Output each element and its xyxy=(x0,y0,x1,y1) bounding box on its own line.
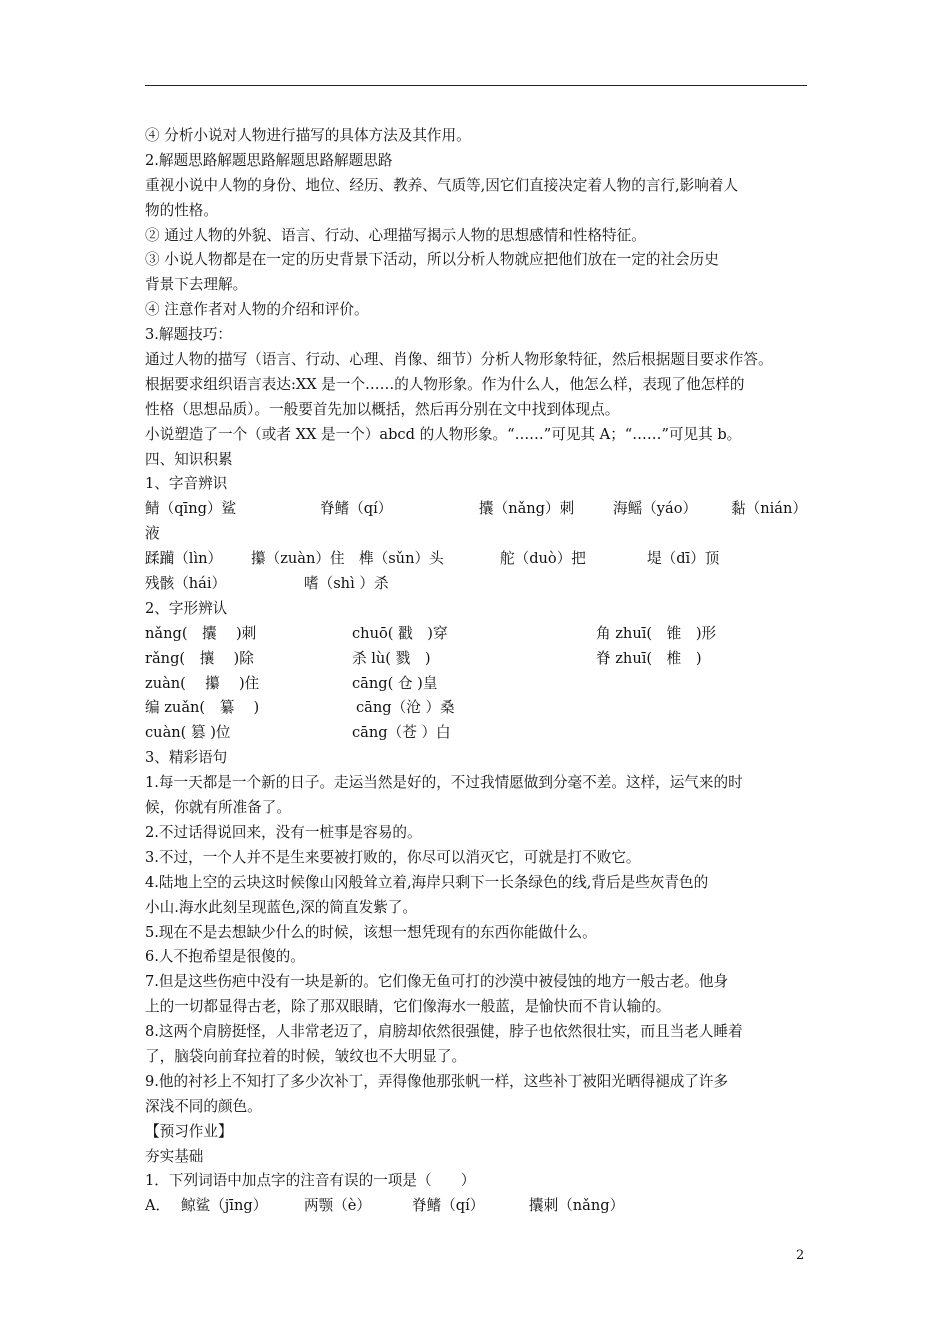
quote-line: 5.现在不是去想缺少什么的时候，该想一想凭现有的东西你能做什么。 xyxy=(145,923,597,941)
quote-line: 1.每一天都是一个新的日子。走运当然是好的，不过我情愿做到分毫不差。这样，运气来的时 xyxy=(145,774,743,792)
glyph-row xyxy=(145,696,815,721)
glyph-item: chuō( 戳 )穿 xyxy=(352,624,448,642)
vocab-item: 鲭（qīng）鲨 xyxy=(145,500,237,518)
vocab-item: 蹂躏（lìn） xyxy=(145,550,223,568)
vocab-item: 两颚（è） xyxy=(304,1197,372,1215)
quote-line: 6.人不抱希望是很傻的。 xyxy=(145,948,305,966)
glyph-row xyxy=(145,672,815,697)
subsection-heading: 3、精彩语句 xyxy=(145,749,228,767)
section-heading: 四、知识积累 xyxy=(145,450,233,468)
vocab-item: 残骸（hái） xyxy=(145,575,227,593)
text-line: 背景下去理解。 xyxy=(145,276,248,294)
answer-option-a xyxy=(145,1194,815,1219)
glyph-item: zuàn( 攥 )住 xyxy=(145,674,260,692)
page-number: 2 xyxy=(796,1248,805,1263)
glyph-item: nǎng( 攮 )刺 xyxy=(145,624,257,642)
glyph-item: rǎng( 攘 )除 xyxy=(145,649,254,667)
glyph-item: cuàn( 篡 )位 xyxy=(145,724,231,742)
glyph-item: cāng（沧 ）桑 xyxy=(356,699,455,717)
quote-line: 7.但是这些伤疤中没有一块是新的。它们像无鱼可打的沙漠中被侵蚀的地方一般古老。他身 xyxy=(145,973,729,991)
vocab-item: 榫（sǔn）头 xyxy=(359,550,444,568)
section-heading: 3.解题技巧： xyxy=(145,326,232,344)
glyph-item: cāng( 仓 )皇 xyxy=(352,674,438,692)
quote-line: 了，脑袋向前耷拉着的时候，皱纹也不大明显了。 xyxy=(145,1047,467,1065)
text-line: 重视小说中人物的身份、地位、经历、教养、气质等,因它们直接决定着人物的言行,影响着人 xyxy=(145,176,739,194)
text-line: 通过人物的描写（语言、行动、心理、肖像、细节）分析人物形象特征，然后根据题目要求作答。 xyxy=(145,351,773,369)
glyph-row xyxy=(145,647,815,672)
pronunciation-row xyxy=(145,572,815,597)
page-content xyxy=(145,124,815,1219)
section-heading: 【预习作业】 xyxy=(145,1122,233,1140)
vocab-item: 鲸鲨（jīng） xyxy=(181,1197,268,1215)
text-line: 物的性格。 xyxy=(145,201,218,219)
text-line: 根据要求组织语言表达:XX 是一个……的人物形象。作为什么人，他怎么样，表现了他怎样的 xyxy=(145,375,745,393)
glyph-item: 杀 lù( 戮 ) xyxy=(352,649,431,667)
subsection-heading: 1、字音辨识 xyxy=(145,475,228,493)
vocab-item: 攮（nǎng）刺 xyxy=(479,500,575,518)
quote-line: 4.陆地上空的云块这时候像山冈般耸立着,海岸只剩下一长条绿色的线,背后是些灰青色的 xyxy=(145,873,709,891)
glyph-row xyxy=(145,622,815,647)
vocab-item: 海鳐（yáo） xyxy=(613,500,698,518)
option-label: A． xyxy=(145,1197,171,1215)
section-heading: 2.解题思路解题思路解题思路解题思路 xyxy=(145,151,393,169)
quote-line: 小山.海水此刻呈现蓝色,深的简直发紫了。 xyxy=(145,898,417,916)
header-rule xyxy=(145,85,807,86)
glyph-item: 编 zuǎn( 纂 ) xyxy=(145,699,260,717)
question-stem: 1．下列词语中加点字的注音有误的一项是（ ） xyxy=(145,1172,476,1190)
vocab-item: 脊鳍（qí） xyxy=(320,500,393,518)
glyph-item: 脊 zhuī( 椎 ) xyxy=(596,649,702,667)
pronunciation-row xyxy=(145,547,815,572)
quote-line: 9.他的衬衫上不知打了多少次补丁，弄得像他那张帆一样，这些补丁被阳光晒得褪成了许多 xyxy=(145,1072,729,1090)
text-line: ④ 分析小说对人物进行描写的具体方法及其作用。 xyxy=(145,127,471,144)
text-line: ② 通过人物的外貌、语言、行动、心理描写揭示人物的思想感情和性格特征。 xyxy=(145,226,646,244)
glyph-item: 角 zhuī( 锥 )形 xyxy=(596,624,717,642)
quote-line: 候，你就有所准备了。 xyxy=(145,799,291,817)
subsection-heading: 2、字形辨认 xyxy=(145,599,228,617)
quote-line: 8.这两个肩膀挺怪，人非常老迈了，肩膀却依然很强健，脖子也依然很壮实，而且当老人睡着 xyxy=(145,1023,743,1041)
vocab-item: 堤（dī）顶 xyxy=(647,550,720,568)
vocab-item: 黏（nián） xyxy=(731,500,807,518)
quote-line: 深浅不同的颜色。 xyxy=(145,1097,262,1115)
vocab-item: 脊鳍（qí） xyxy=(412,1197,485,1215)
vocab-item: 攥（zuàn）住 xyxy=(251,550,345,568)
quote-line: 2.不过话得说回来，没有一桩事是容易的。 xyxy=(145,823,422,841)
quote-line: 3.不过，一个人并不是生来要被打败的，你尽可以消灭它，可就是打不败它。 xyxy=(145,848,641,866)
text-line: 液 xyxy=(145,525,160,543)
text-line: 小说塑造了一个（或者 XX 是一个）abcd 的人物形象。“……”可见其 A；“……”可见其 b。 xyxy=(145,425,742,443)
vocab-item: 舵（duò）把 xyxy=(500,550,586,568)
vocab-item: 攮刺（nǎng） xyxy=(529,1197,625,1215)
vocab-item: 嗜（shì ）杀 xyxy=(304,575,389,593)
subsection-heading: 夯实基础 xyxy=(145,1147,204,1165)
glyph-row xyxy=(145,721,815,746)
text-line: ④ 注意作者对人物的介绍和评价。 xyxy=(145,301,369,319)
quote-line: 上的一切都显得古老，除了那双眼睛，它们像海水一般蓝，是愉快而不肯认输的。 xyxy=(145,998,671,1016)
glyph-item: cāng（苍 ）白 xyxy=(352,724,451,742)
text-line: 性格（思想品质）。一般要首先加以概括，然后再分别在文中找到体现点。 xyxy=(145,400,620,418)
text-line: ③ 小说人物都是在一定的历史背景下活动，所以分析人物就应把他们放在一定的社会历史 xyxy=(145,251,719,269)
pronunciation-row xyxy=(145,497,815,522)
